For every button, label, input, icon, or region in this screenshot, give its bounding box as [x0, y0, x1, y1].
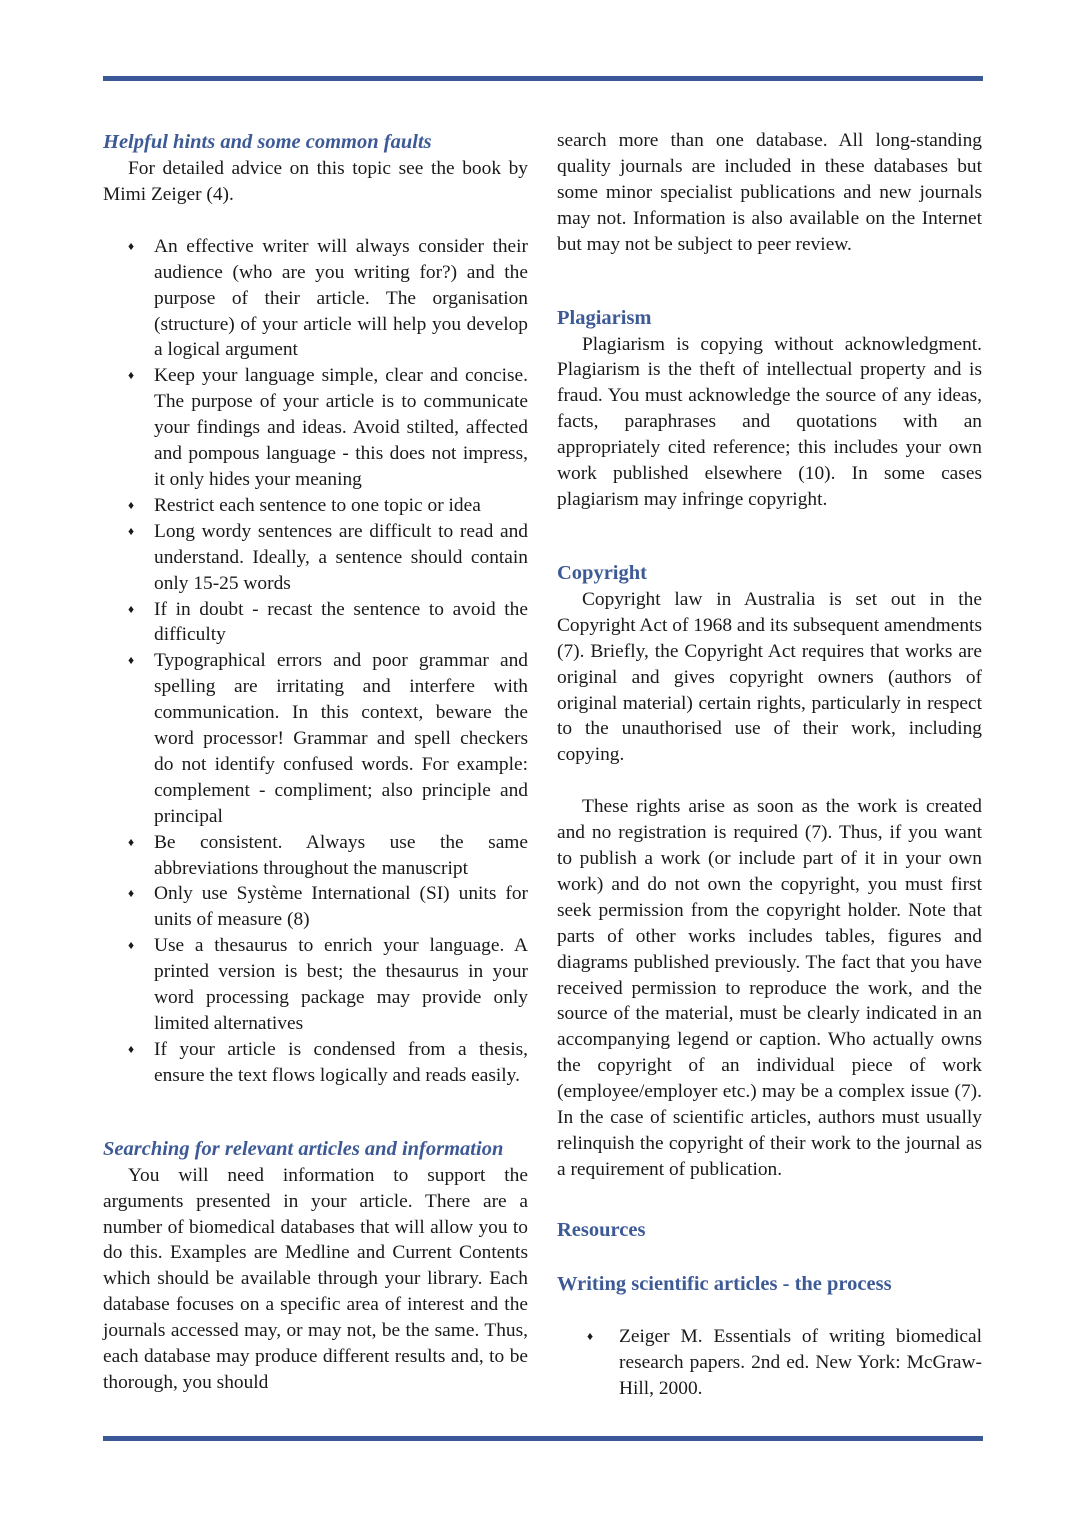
- spacer: [103, 208, 528, 234]
- diamond-bullet-icon: ♦: [128, 523, 135, 538]
- diamond-bullet-icon: ♦: [128, 938, 135, 953]
- diamond-bullet-icon: ♦: [128, 601, 135, 616]
- hints-list: [103, 234, 528, 1089]
- list-item: [103, 519, 528, 597]
- copyright-paragraph-1: Copyright law in Australia is set out in the Copyright Act of 1968 and its subsequent amendments (7). Briefly, the Copyright Act requires that works are original and gives copyright owners (authors of original material) certain rights, particularly in respect to the unauthorised use of their work, including copying.: [557, 588, 982, 766]
- list-item-text: Keep your language simple, clear and concise. The purpose of your article is to communicate your findings and ideas. Avoid stilted, affected and pompous language - this does not impress, it only hides your meaning: [154, 365, 528, 490]
- list-item: [103, 933, 528, 1037]
- resources-heading: Resources: [557, 1218, 646, 1241]
- process-heading: Writing scientific articles - the process: [557, 1272, 892, 1295]
- diamond-bullet-icon: ♦: [128, 653, 135, 668]
- spacer: [557, 768, 982, 794]
- list-item: [103, 881, 528, 933]
- diamond-bullet-icon: ♦: [128, 886, 135, 901]
- spacer: [557, 513, 982, 559]
- searching-heading: Searching for relevant articles and information: [103, 1137, 504, 1160]
- diamond-bullet-icon: ♦: [128, 497, 135, 512]
- list-item-text: If your article is condensed from a thesis, ensure the text flows logically and reads easily.: [154, 1038, 528, 1086]
- plagiarism-paragraph: Plagiarism is copying without acknowledgment. Plagiarism is the theft of intellectual property and is fraud. You must acknowledge the source of any ideas, facts, paraphrases and quotations with an appropriately cited reference; this includes your own work published elsewhere (10). In some cases plagiarism may infringe copyright.: [557, 333, 982, 510]
- right-column: [557, 128, 982, 1402]
- spacer: [557, 1183, 982, 1216]
- left-column: [103, 128, 528, 1396]
- copyright-heading: Copyright: [557, 561, 647, 584]
- diamond-bullet-icon: ♦: [128, 834, 135, 849]
- list-item: [103, 597, 528, 649]
- diamond-bullet-icon: ♦: [128, 238, 135, 253]
- copyright-paragraph-2: These rights arise as soon as the work is created and no registration is required (7). Thus, if you want to publish a work (or include part of it in your own work) and do not own the copyright, you must first seek permission from the copyright holder. Note that parts of other works includes tables, figures and diagrams published previously. The fact that you have received permission to reproduce the work, and the source of the material, must be clearly indicated in an accompanying legend or caption. Who actually owns the copyright of an individual piece of work (employee/employer etc.) may be a complex issue (7). In the case of scientific articles, authors must usually relinquish the copyright of their work to the journal as a requirement of publication.: [557, 796, 982, 1180]
- spacer: [557, 1244, 982, 1270]
- list-item-text: Be consistent. Always use the same abbreviations throughout the manuscript: [154, 831, 528, 879]
- list-item: [103, 648, 528, 829]
- bottom-rule: [103, 1436, 983, 1441]
- list-item: [103, 234, 528, 364]
- list-item-text: Zeiger M. Essentials of writing biomedical research papers. 2nd ed. New York: McGraw-Hill, 2000.: [619, 1325, 982, 1399]
- hints-heading: Helpful hints and some common faults: [103, 131, 432, 153]
- diamond-bullet-icon: ♦: [587, 1328, 594, 1343]
- references-list: [557, 1324, 982, 1402]
- list-item-text: Long wordy sentences are difficult to read and understand. Ideally, a sentence should contain only 15-25 words: [154, 520, 528, 594]
- list-item: [103, 493, 528, 519]
- list-item: [557, 1324, 982, 1402]
- list-item: [103, 363, 528, 493]
- top-rule: [103, 76, 983, 81]
- spacer: [557, 1298, 982, 1324]
- searching-paragraph: You will need information to support the arguments presented in your article. There are a number of biomedical databases that will allow you to do this. Examples are Medline and Current Contents which should be available through your library. Each database focuses on a specific area of interest and the journals accessed may, or may not, be the same. Thus, each database may produce different results and, to be thorough, you should: [103, 1164, 528, 1393]
- list-item-text: An effective writer will always consider their audience (who are you writing for?) and the purpose of their article. The organisation (structure) of your article will help you develop a logical argument: [154, 235, 528, 361]
- list-item: [103, 830, 528, 882]
- list-item-text: If in doubt - recast the sentence to avoid the difficulty: [154, 598, 528, 646]
- list-item-text: Restrict each sentence to one topic or idea: [154, 494, 481, 516]
- searching-continued-paragraph: search more than one database. All long-standing quality journals are included in these databases but some minor specialist publications and new journals may not. Information is also available on the Internet but may not be subject to peer review.: [557, 130, 982, 255]
- spacer: [103, 1089, 528, 1135]
- diamond-bullet-icon: ♦: [128, 1041, 135, 1056]
- diamond-bullet-icon: ♦: [128, 368, 135, 383]
- plagiarism-heading: Plagiarism: [557, 306, 652, 329]
- list-item-text: Typographical errors and poor grammar and spelling are irritating and interfere with communication. In this context, beware the word processor! Grammar and spell checkers do not identify confused words. For example: complement - compliment; also principle and principal: [154, 650, 528, 827]
- hints-intro: For detailed advice on this topic see the book by Mimi Zeiger (4).: [103, 158, 528, 205]
- spacer: [557, 258, 982, 304]
- list-item-text: Use a thesaurus to enrich your language. A printed version is best; the thesaurus in your word processing package may provide only limited alternatives: [154, 935, 528, 1034]
- list-item-text: Only use Système International (SI) units for units of measure (8): [154, 883, 528, 931]
- list-item: [103, 1037, 528, 1089]
